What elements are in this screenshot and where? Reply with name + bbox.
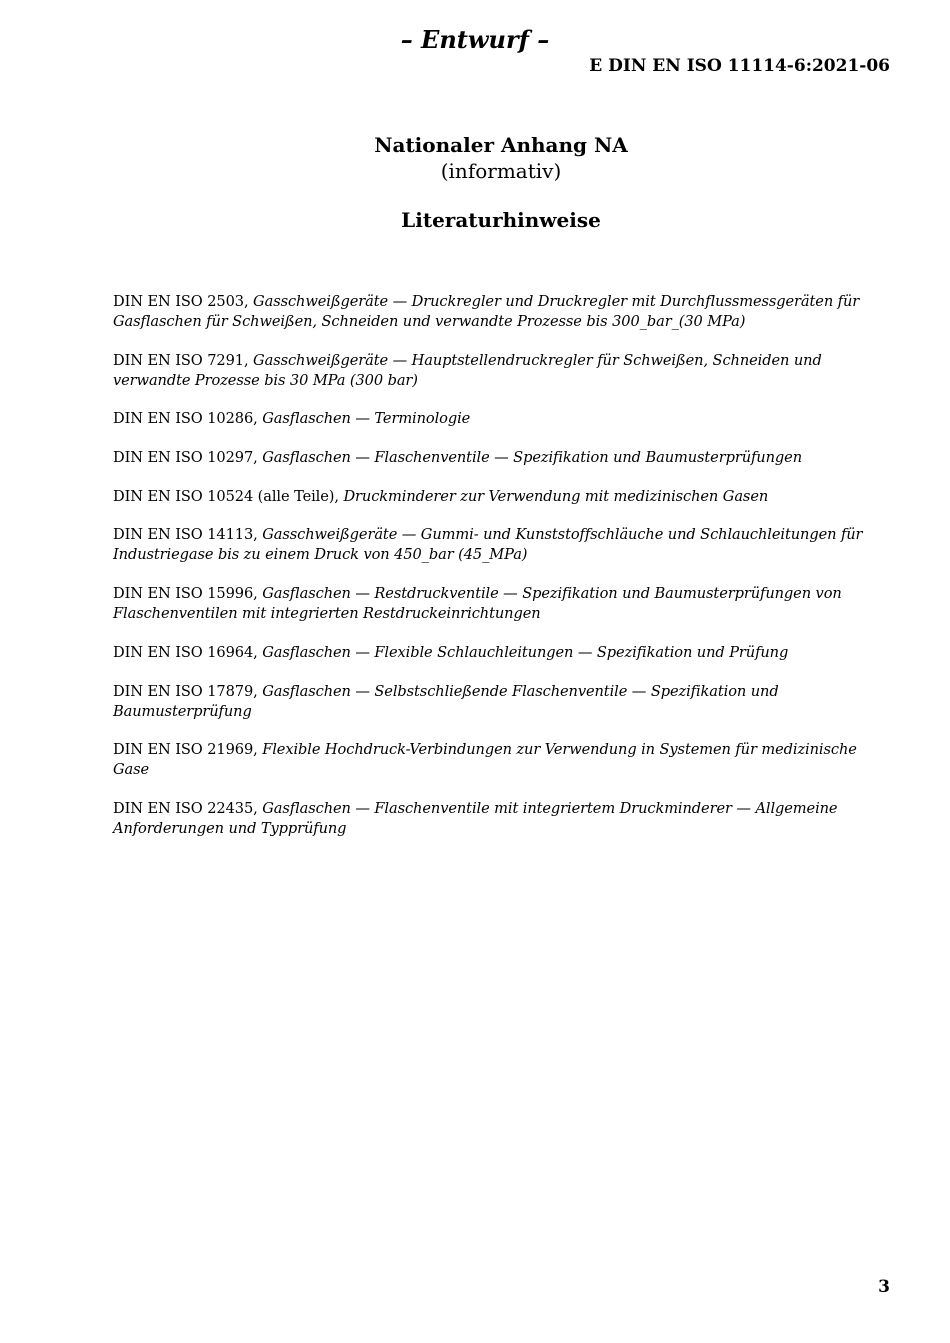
reference-code: DIN EN ISO 21969, [113,741,263,759]
reference-item [113,643,888,663]
reference-item [113,584,888,624]
page-number: 3 [878,1277,890,1297]
reference-item [113,351,888,391]
reference-title: Gasschweißgeräte — Druckregler und Druckregler mit Durchflussmessgeräten für Gasflaschen für Schweißen, Schneiden und verwandte Prozesse bis 300_bar_(30 MPa) [113,293,860,330]
reference-title: Gasschweißgeräte — Gummi- und Kunststoffschläuche und Schlauchleitungen für Industriegase bis zu einem Druck von 450_bar (45_MPa) [113,526,863,564]
reference-item [113,448,888,468]
document-id: E DIN EN ISO 11114-6:2021-06 [589,56,890,76]
annex-subtitle: (informativ) [440,159,562,183]
reference-title: Gasflaschen — Terminologie [262,410,471,428]
annex-title: Nationaler Anhang NA [374,133,628,157]
reference-code: DIN EN ISO 10297, [113,449,263,467]
reference-title: Druckminderer zur Verwendung mit medizinischen Gasen [343,487,769,505]
reference-title: Gasflaschen — Restdruckventile — Spezifikation und Baumusterprüfungen von Flaschenventilen mit integrierten Restdruckeinrichtungen [113,585,842,623]
reference-title: Gasflaschen — Flexible Schlauchleitungen — Spezifikation und Prüfung [262,643,789,661]
reference-title: Flexible Hochdruck-Verbindungen zur Verwendung in Systemen für medizinische Gase [113,741,857,779]
reference-code: DIN EN ISO 10286, [113,410,263,428]
reference-item [113,525,888,565]
reference-title: Gasflaschen — Selbstschließende Flaschenventile — Spezifikation und Baumusterprüfung [113,682,779,720]
reference-item [113,487,888,507]
reference-code: DIN EN ISO 14113, [113,526,263,544]
reference-code: DIN EN ISO 2503, [113,293,254,310]
reference-item [113,292,888,332]
reference-list [113,292,888,858]
reference-code: DIN EN ISO 17879, [113,682,263,700]
reference-item [113,682,888,722]
reference-code: DIN EN ISO 7291, [113,351,254,369]
reference-title: Gasflaschen — Flaschenventile — Spezifikation und Baumusterprüfungen [262,449,802,467]
reference-item [113,799,888,839]
bibliography-heading: Literaturhinweise [401,208,601,232]
reference-item [113,409,888,429]
reference-code: DIN EN ISO 10524 (alle Teile), [113,487,344,505]
reference-code: DIN EN ISO 22435, [113,799,263,817]
reference-code: DIN EN ISO 15996, [113,585,263,603]
reference-title: Gasschweißgeräte — Hauptstellendruckregler für Schweißen, Schneiden und verwandte Prozesse bis 30 MPa (300 bar) [113,351,822,389]
reference-title: Gasflaschen — Flaschenventile mit integriertem Druckminderer — Allgemeine Anforderungen und Typprüfung [113,799,838,837]
reference-item [113,740,888,780]
draft-watermark-label: – Entwurf – [400,25,550,54]
reference-code: DIN EN ISO 16964, [113,643,263,661]
